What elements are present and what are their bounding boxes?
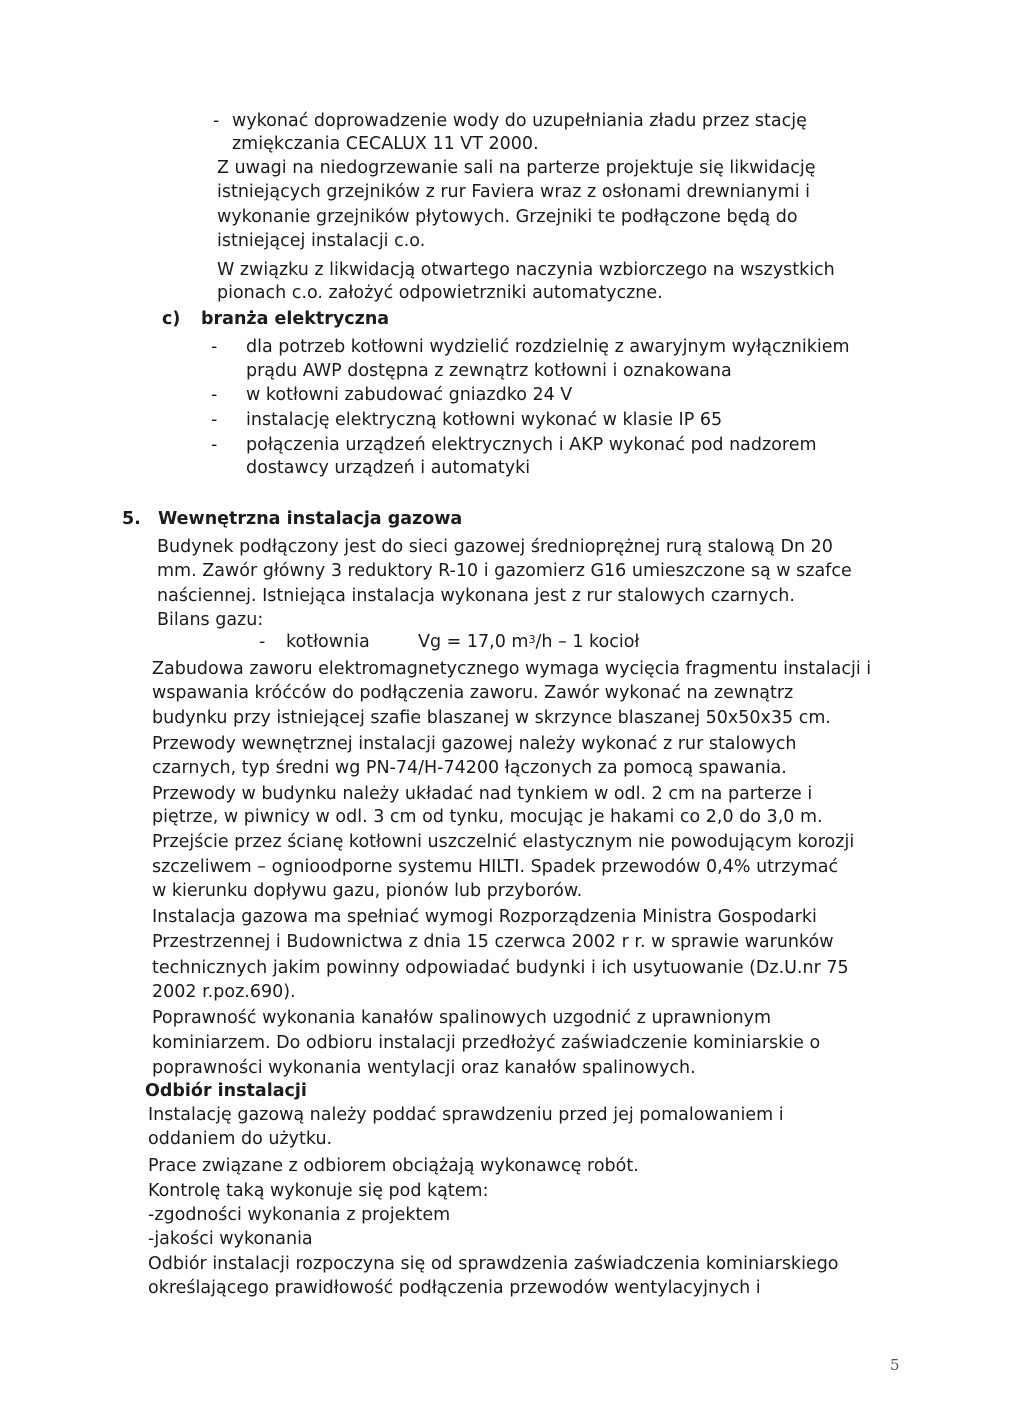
list-item-line: w kotłowni zabudować gniazdko 24 V — [246, 385, 573, 405]
text-line: Prace związane z odbiorem obciążają wykonawcę robót. — [148, 1156, 639, 1176]
list-item-line: dla potrzeb kotłowni wydzielić rozdzielnię z awaryjnym wyłącznikiem — [246, 337, 850, 357]
formula-exponent: 3 — [528, 633, 536, 646]
bullet-dash: - — [211, 410, 218, 430]
text-line: Zabudowa zaworu elektromagnetycznego wymaga wycięcia fragmentu instalacji i — [152, 659, 872, 679]
list-item-line: dostawcy urządzeń i automatyki — [246, 458, 531, 478]
text-line: naściennej. Istniejąca instalacja wykonana jest z rur stalowych czarnych. — [157, 586, 795, 606]
text-line: Budynek podłączony jest do sieci gazowej średnioprężnej rurą stalową Dn 20 — [157, 537, 833, 557]
bullet-dash: - — [259, 632, 266, 652]
text-line: Kontrolę taką wykonuje się pod kątem: — [148, 1181, 489, 1201]
balance-label: kotłownia — [286, 632, 370, 652]
page-number: 5 — [890, 1356, 900, 1374]
bullet-dash: - — [211, 337, 218, 357]
text-line: poprawności wykonania wentylacji oraz kanałów spalinowych. — [152, 1058, 696, 1078]
text-line: -jakości wykonania — [148, 1229, 313, 1249]
text-line: wykonanie grzejników płytowych. Grzejniki te podłączone będą do — [217, 207, 798, 227]
text-line: pionach c.o. założyć odpowietrzniki automatyczne. — [217, 283, 663, 303]
text-line: budynku przy istniejącej szafie blaszanej w skrzynce blaszanej 50x50x35 cm. — [152, 708, 831, 728]
text-line: -zgodności wykonania z projektem — [148, 1205, 451, 1225]
text-line: określającego prawidłowość podłączenia przewodów wentylacyjnych i — [148, 1278, 761, 1298]
text-line: Poprawność wykonania kanałów spalinowych uzgodnić z uprawnionym — [152, 1008, 772, 1028]
text-line: piętrze, w piwnicy w odl. 3 cm od tynku, mocując je hakami co 2,0 do 3,0 m. — [152, 807, 823, 827]
section-heading: Odbiór instalacji — [145, 1081, 307, 1101]
bullet-dash: - — [211, 385, 218, 405]
text-line: mm. Zawór główny 3 reduktory R-10 i gazomierz G16 umieszczone są w szafce — [157, 561, 852, 581]
text-line: Z uwagi na niedogrzewanie sali na parterze projektuje się likwidację — [217, 158, 816, 178]
formula-unit: /h – 1 kocioł — [535, 632, 640, 652]
balance-formula — [418, 631, 639, 653]
section-number: 5. — [122, 509, 141, 529]
text-line: szczeliwem – ognioodporne systemu HILTI. Spadek przewodów 0,4% utrzymać — [152, 857, 839, 877]
list-item-line: instalację elektryczną kotłowni wykonać w klasie IP 65 — [246, 410, 723, 430]
text-line: Instalacja gazowa ma spełniać wymogi Rozporządzenia Ministra Gospodarki — [152, 907, 817, 927]
text-line: kominiarzem. Do odbioru instalacji przedłożyć zaświadczenie kominiarskie o — [152, 1033, 821, 1053]
text-line: zmiękczania CECALUX 11 VT 2000. — [232, 134, 539, 154]
text-line: W związku z likwidacją otwartego naczynia wzbiorczego na wszystkich — [217, 260, 835, 280]
list-item-line: połączenia urządzeń elektrycznych i AKP wykonać pod nadzorem — [246, 435, 817, 455]
formula-value: Vg = 17,0 m — [418, 632, 529, 652]
text-line: istniejących grzejników z rur Faviera wraz z osłonami drewnianymi i — [217, 182, 810, 202]
text-line: wspawania króćców do podłączenia zaworu. Zawór wykonać na zewnątrz — [152, 683, 794, 703]
text-line: Bilans gazu: — [157, 610, 264, 630]
section-heading: branża elektryczna — [201, 309, 390, 329]
text-line: technicznych jakim powinny odpowiadać budynki i ich usytuowanie (Dz.U.nr 75 — [152, 958, 849, 978]
list-item-line: prądu AWP dostępna z zewnątrz kotłowni i oznakowana — [246, 361, 732, 381]
text-line: Przewody wewnętrznej instalacji gazowej należy wykonać z rur stalowych — [152, 734, 797, 754]
text-line: Przestrzennej i Budownictwa z dnia 15 czerwca 2002 r r. w sprawie warunków — [152, 932, 834, 952]
text-line: czarnych, typ średni wg PN-74/H-74200 łączonych za pomocą spawania. — [152, 758, 787, 778]
text-line: oddaniem do użytku. — [148, 1129, 333, 1149]
text-line: Odbiór instalacji rozpoczyna się od sprawdzenia zaświadczenia kominiarskiego — [148, 1254, 839, 1274]
section-marker: c) — [162, 309, 181, 329]
text-line: Przewody w budynku należy układać nad tynkiem w odl. 2 cm na parterze i — [152, 784, 813, 804]
bullet-dash: - — [211, 435, 218, 455]
section-heading: Wewnętrzna instalacja gazowa — [158, 509, 463, 529]
bullet-dash: - — [213, 111, 220, 131]
text-line: 2002 r.poz.690). — [152, 982, 296, 1002]
text-line: Instalację gazową należy poddać sprawdzeniu przed jej pomalowaniem i — [148, 1105, 784, 1125]
text-line: Przejście przez ścianę kotłowni uszczelnić elastycznym nie powodującym korozji — [152, 832, 855, 852]
text-line: istniejącej instalacji c.o. — [217, 231, 426, 251]
text-line: w kierunku dopływu gazu, pionów lub przyborów. — [152, 881, 583, 901]
text-line: wykonać doprowadzenie wody do uzupełniania zładu przez stację — [232, 111, 807, 131]
